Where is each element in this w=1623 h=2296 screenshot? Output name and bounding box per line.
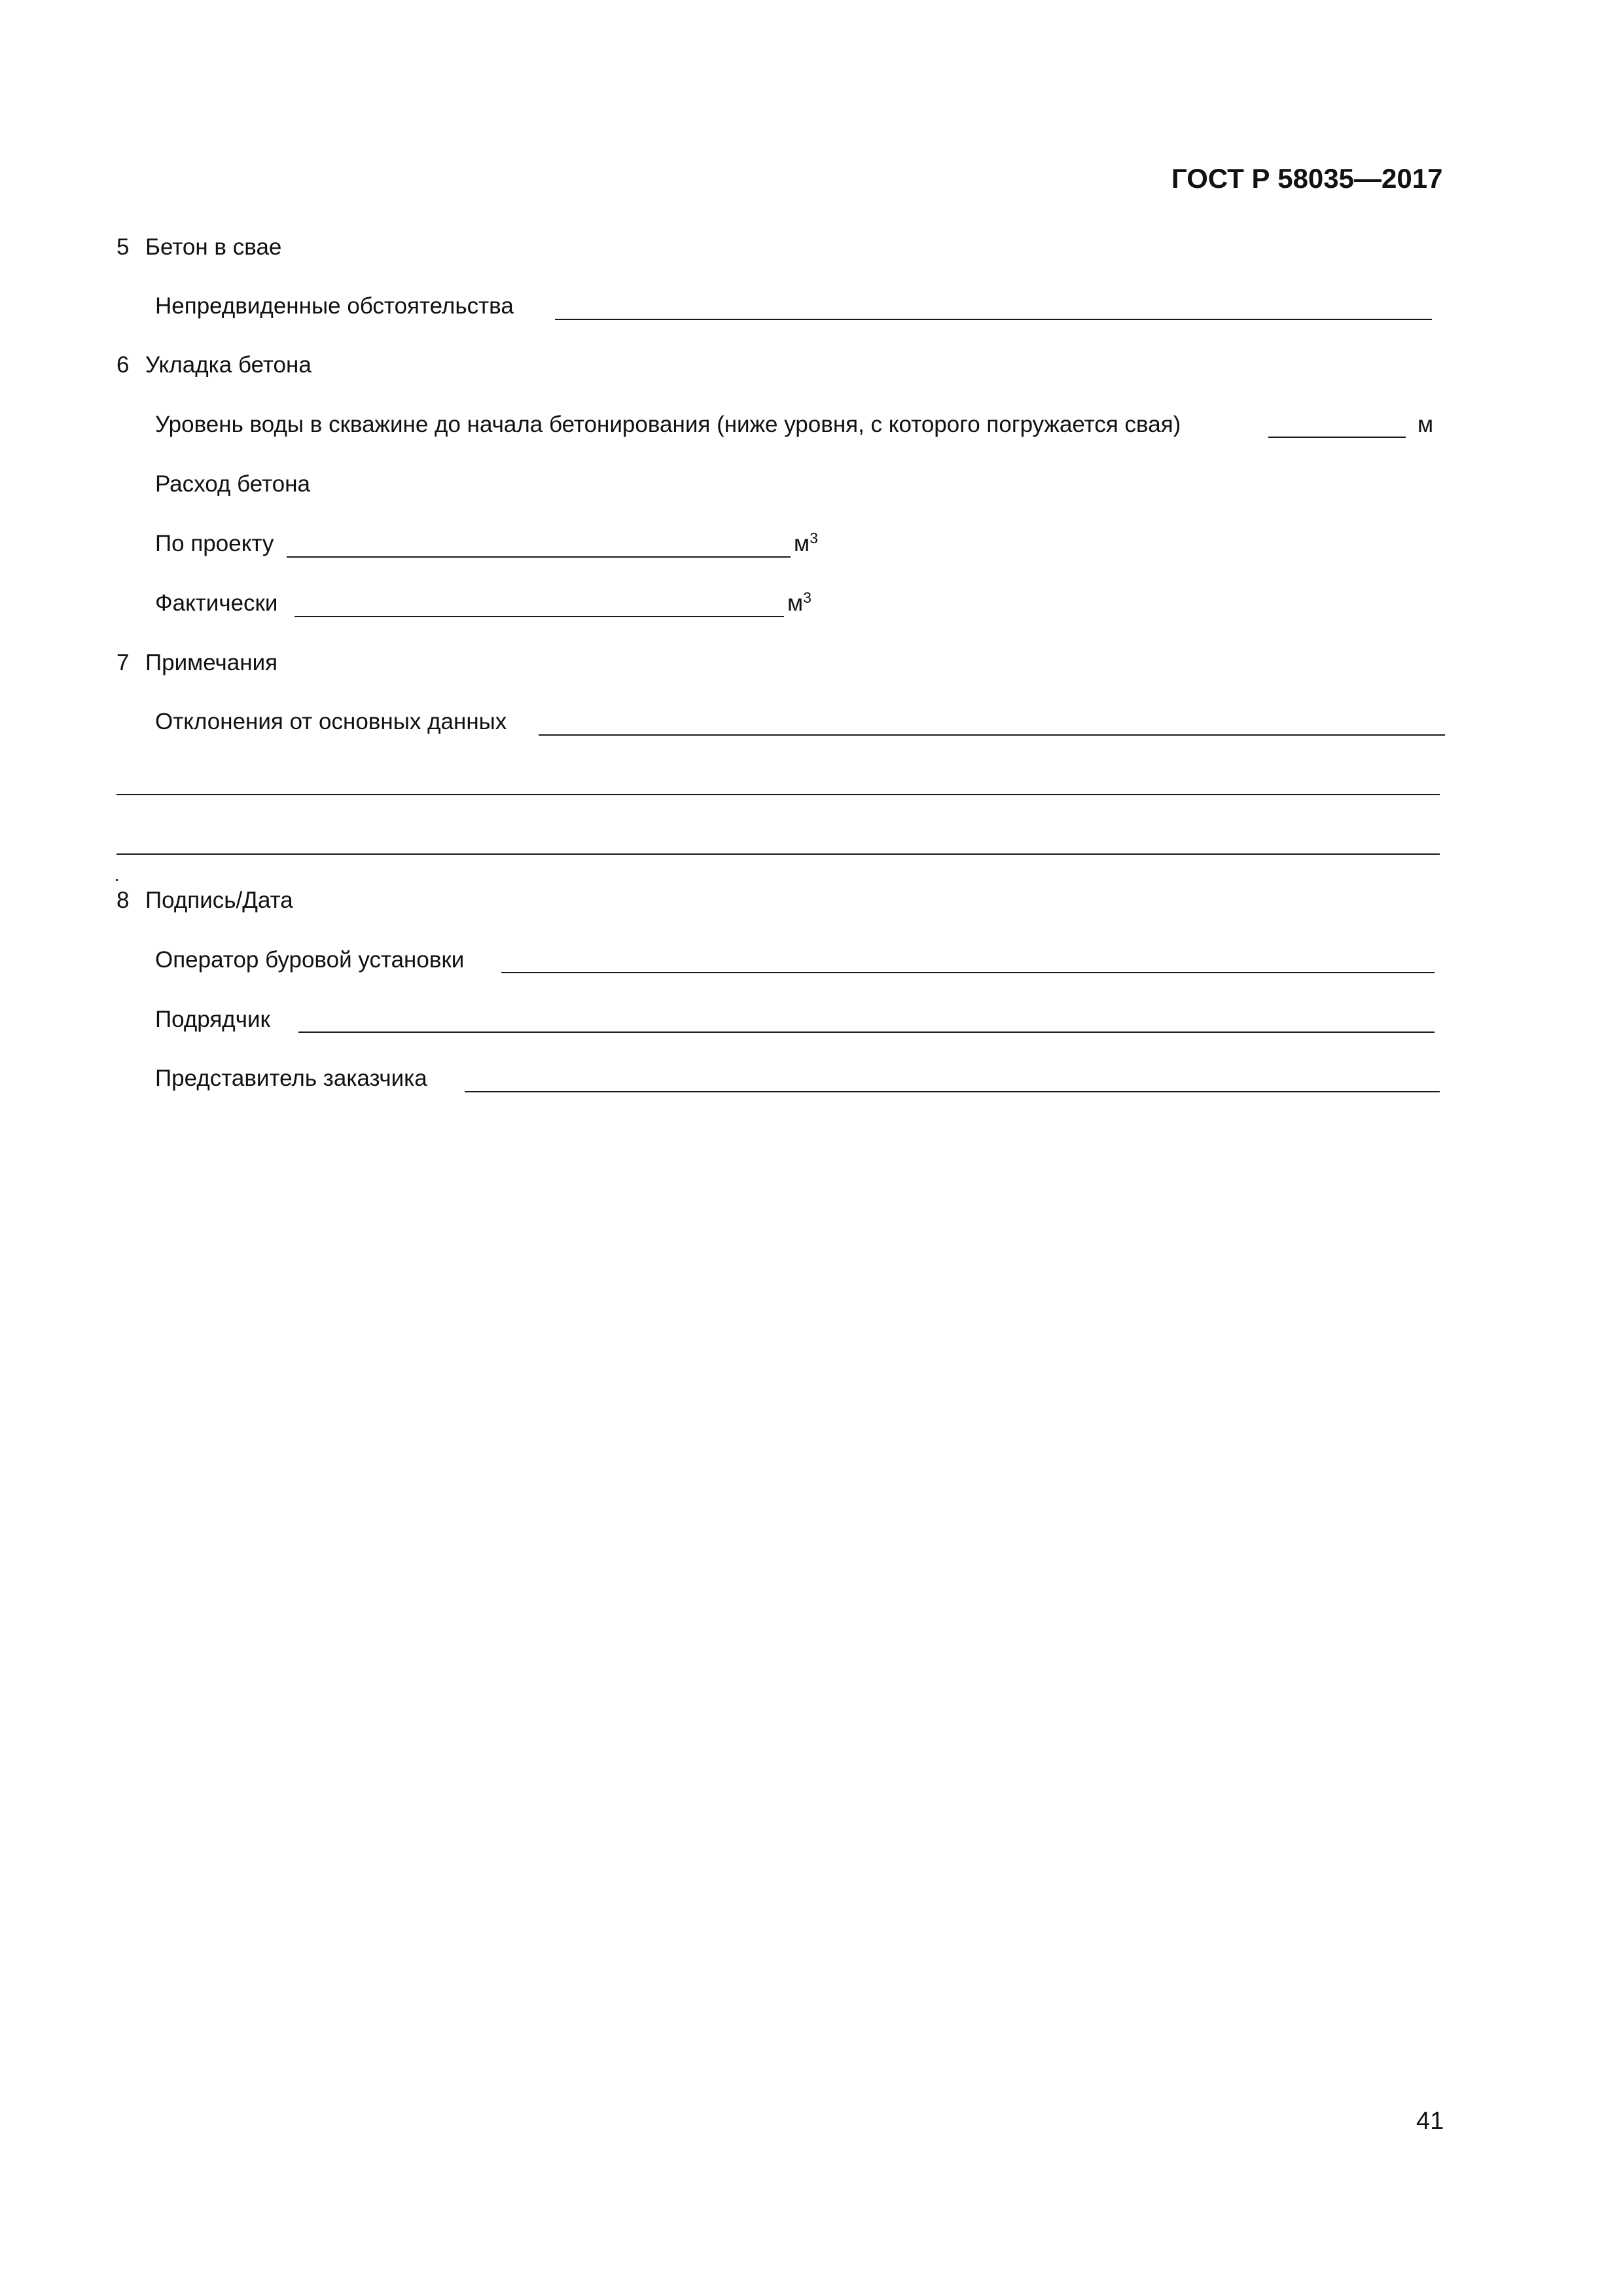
section-title: Бетон в свае — [145, 234, 282, 260]
field-line-deviations[interactable] — [539, 734, 1445, 736]
unit-water-level: м — [1418, 412, 1434, 437]
subheading-concrete-consumption: Расход бетона — [155, 471, 310, 497]
notes-line-2[interactable] — [116, 853, 1440, 855]
field-line-customer-rep[interactable] — [465, 1091, 1440, 1092]
field-line-unforeseen[interactable] — [555, 319, 1432, 320]
section-5-heading — [116, 236, 281, 259]
section-title: Подпись/Дата — [145, 888, 293, 913]
unit-actual: $м^3$ — [787, 589, 812, 616]
field-line-contractor[interactable] — [298, 1031, 1435, 1033]
field-label-drill-operator: Оператор буровой установки — [155, 947, 465, 973]
section-8-heading — [116, 889, 293, 912]
field-label-unforeseen: Непредвиденные обстоятельства — [155, 293, 514, 319]
field-label-customer-rep: Представитель заказчика — [155, 1066, 427, 1091]
section-7-heading — [116, 651, 277, 674]
page-number: 41 — [1416, 2108, 1444, 2135]
field-label-deviations: Отклонения от основных данных — [155, 709, 507, 734]
field-line-water-level[interactable] — [1268, 437, 1406, 438]
section-6-heading — [116, 353, 312, 376]
unit-by-design: $м^3$ — [794, 529, 818, 556]
document-code: ГОСТ Р 58035—2017 — [1171, 163, 1443, 194]
section-title: Укладка бетона — [145, 352, 312, 378]
section-number: 5 — [116, 234, 130, 260]
field-label-actual: Фактически — [155, 590, 278, 616]
notes-line-1[interactable] — [116, 794, 1440, 795]
field-label-by-design: По проекту — [155, 531, 274, 556]
field-line-drill-operator[interactable] — [501, 972, 1435, 973]
speck — [116, 879, 118, 881]
field-line-by-design[interactable] — [287, 556, 791, 558]
section-number: 7 — [116, 650, 130, 675]
section-number: 6 — [116, 352, 130, 378]
field-line-actual[interactable] — [294, 616, 784, 617]
section-title: Примечания — [145, 650, 278, 675]
field-label-contractor: Подрядчик — [155, 1007, 270, 1032]
section-number: 8 — [116, 888, 130, 913]
field-label-water-level: Уровень воды в скважине до начала бетонирования (ниже уровня, с которого погружается свая) — [155, 412, 1181, 437]
